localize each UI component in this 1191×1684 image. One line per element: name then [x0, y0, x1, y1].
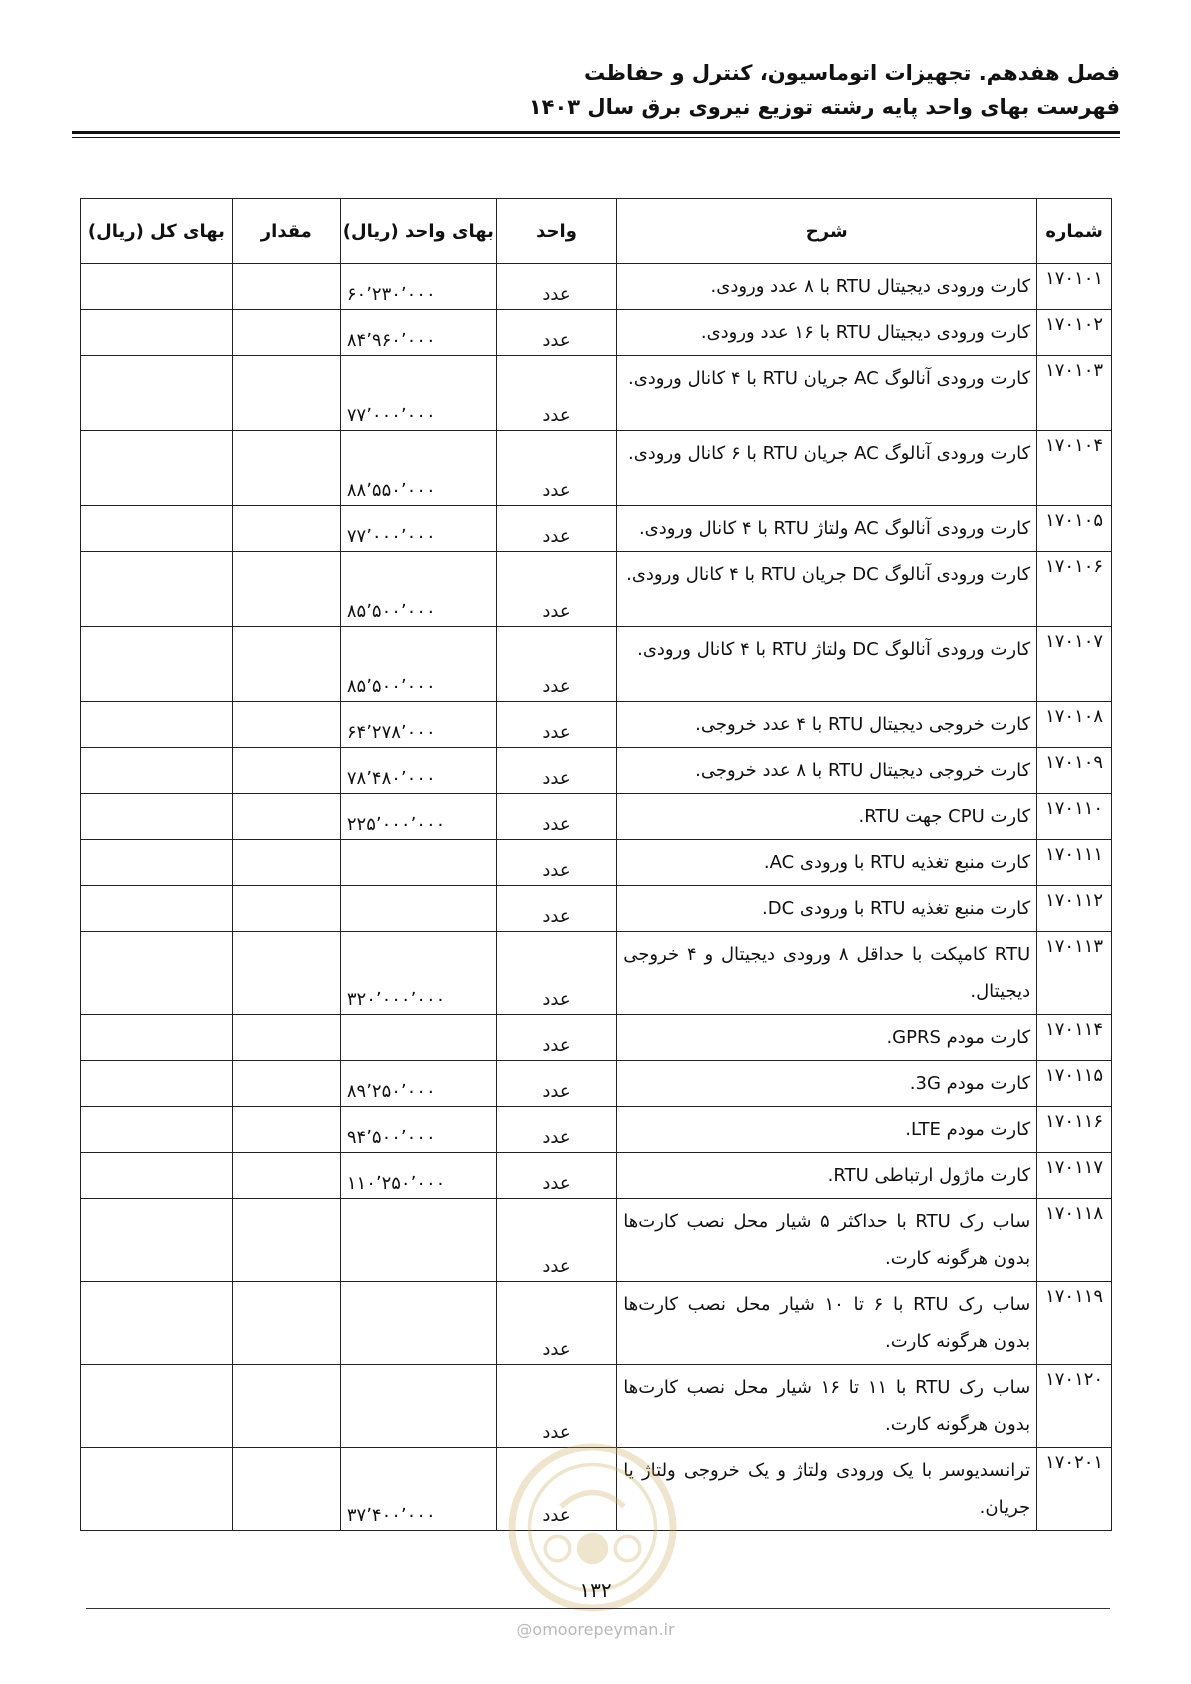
table-row [81, 356, 1112, 431]
page-header [72, 56, 1120, 124]
row-unit: عدد [496, 356, 617, 431]
table-header-row [81, 199, 1112, 264]
header-unit-price: بهای واحد (ریال) [340, 199, 496, 264]
row-unit: عدد [496, 1153, 617, 1199]
row-code: ۱۷۰۱۰۶ [1037, 552, 1112, 627]
row-total-price [81, 886, 233, 932]
row-quantity [232, 1282, 340, 1365]
row-code: ۱۷۰۲۰۱ [1037, 1448, 1112, 1531]
row-unit: عدد [496, 840, 617, 886]
row-total-price [81, 702, 233, 748]
row-code: ۱۷۰۱۰۹ [1037, 748, 1112, 794]
row-unit-price: ۸۴٬۹۶۰٬۰۰۰ [340, 310, 496, 356]
table-row [81, 552, 1112, 627]
table-row [81, 840, 1112, 886]
document-subtitle: فهرست بهای واحد پایه رشته توزیع نیروی برق سال ۱۴۰۳ [528, 95, 1120, 119]
row-quantity [232, 702, 340, 748]
row-description: کارت منبع تغذیه RTU با ورودی AC. [617, 840, 1037, 886]
table-row [81, 627, 1112, 702]
table-row [81, 264, 1112, 310]
table-row [81, 310, 1112, 356]
row-quantity [232, 506, 340, 552]
row-unit: عدد [496, 552, 617, 627]
row-unit: عدد [496, 1061, 617, 1107]
table-row [81, 1199, 1112, 1282]
row-unit-price: ۷۸٬۴۸۰٬۰۰۰ [340, 748, 496, 794]
row-quantity [232, 310, 340, 356]
row-quantity [232, 1448, 340, 1531]
row-unit: عدد [496, 1199, 617, 1282]
row-code: ۱۷۰۱۱۸ [1037, 1199, 1112, 1282]
row-code: ۱۷۰۱۱۹ [1037, 1282, 1112, 1365]
row-unit: عدد [496, 1015, 617, 1061]
row-unit: عدد [496, 1107, 617, 1153]
row-unit-price: ۱۱۰٬۲۵۰٬۰۰۰ [340, 1153, 496, 1199]
table-row [81, 1061, 1112, 1107]
row-quantity [232, 840, 340, 886]
header-code: شماره [1037, 199, 1112, 264]
row-total-price [81, 1282, 233, 1365]
row-unit-price: ۸۸٬۵۵۰٬۰۰۰ [340, 431, 496, 506]
price-table [80, 198, 1112, 1531]
row-description: کارت ورودی آنالوگ AC جریان RTU با ۴ کانال ورودی. [617, 356, 1037, 431]
row-total-price [81, 552, 233, 627]
row-code: ۱۷۰۱۰۸ [1037, 702, 1112, 748]
table-row [81, 748, 1112, 794]
row-total-price [81, 1061, 233, 1107]
row-quantity [232, 264, 340, 310]
row-unit-price: ۷۷٬۰۰۰٬۰۰۰ [340, 356, 496, 431]
row-description: کارت ورودی دیجیتال RTU با ۸ عدد ورودی. [617, 264, 1037, 310]
chapter-title: فصل هفدهم. تجهیزات اتوماسیون، کنترل و حفاظت [584, 61, 1120, 85]
row-description: ترانسدیوسر با یک ورودی ولتاژ و یک خروجی ولتاژ یا جریان. [617, 1448, 1037, 1531]
table-row [81, 932, 1112, 1015]
row-total-price [81, 1153, 233, 1199]
row-code: ۱۷۰۱۱۰ [1037, 794, 1112, 840]
row-unit: عدد [496, 264, 617, 310]
row-total-price [81, 310, 233, 356]
table-row [81, 886, 1112, 932]
row-total-price [81, 748, 233, 794]
row-description: کارت ورودی آنالوگ AC جریان RTU با ۶ کانال ورودی. [617, 431, 1037, 506]
row-quantity [232, 1015, 340, 1061]
row-description: ساب رک RTU با ۶ تا ۱۰ شیار محل نصب کارت‌ها بدون هرگونه کارت. [617, 1282, 1037, 1365]
row-code: ۱۷۰۱۲۰ [1037, 1365, 1112, 1448]
header-quantity: مقدار [232, 199, 340, 264]
row-unit: عدد [496, 627, 617, 702]
row-description: کارت CPU جهت RTU. [617, 794, 1037, 840]
watermark-text: @omoorepeyman.ir [516, 1620, 675, 1639]
row-quantity [232, 1153, 340, 1199]
table-row [81, 1015, 1112, 1061]
row-unit-price [340, 840, 496, 886]
row-total-price [81, 1015, 233, 1061]
row-total-price [81, 932, 233, 1015]
row-unit-price [340, 1199, 496, 1282]
table-row [81, 431, 1112, 506]
header-description: شرح [617, 199, 1037, 264]
row-unit-price [340, 1282, 496, 1365]
row-total-price [81, 264, 233, 310]
footer-rule [86, 1608, 1110, 1609]
row-unit: عدد [496, 310, 617, 356]
table-row [81, 1153, 1112, 1199]
row-description: ساب رک RTU با حداکثر ۵ شیار محل نصب کارت‌ها بدون هرگونه کارت. [617, 1199, 1037, 1282]
row-description: کارت مودم LTE. [617, 1107, 1037, 1153]
row-description: کارت ورودی آنالوگ DC جریان RTU با ۴ کانال ورودی. [617, 552, 1037, 627]
row-unit: عدد [496, 506, 617, 552]
row-description: کارت مودم 3G. [617, 1061, 1037, 1107]
header-unit: واحد [496, 199, 617, 264]
row-unit-price: ۸۹٬۲۵۰٬۰۰۰ [340, 1061, 496, 1107]
row-quantity [232, 1107, 340, 1153]
row-total-price [81, 356, 233, 431]
table-row [81, 1282, 1112, 1365]
row-code: ۱۷۰۱۰۴ [1037, 431, 1112, 506]
row-unit: عدد [496, 794, 617, 840]
row-unit: عدد [496, 748, 617, 794]
row-total-price [81, 1365, 233, 1448]
row-quantity [232, 552, 340, 627]
row-quantity [232, 932, 340, 1015]
row-unit: عدد [496, 1282, 617, 1365]
row-description: کارت ورودی دیجیتال RTU با ۱۶ عدد ورودی. [617, 310, 1037, 356]
row-total-price [81, 627, 233, 702]
row-unit: عدد [496, 702, 617, 748]
page-number: ۱۳۲ [579, 1578, 612, 1602]
row-unit-price: ۳۲۰٬۰۰۰٬۰۰۰ [340, 932, 496, 1015]
row-total-price [81, 1107, 233, 1153]
row-unit-price: ۳۷٬۴۰۰٬۰۰۰ [340, 1448, 496, 1531]
row-description: کارت خروجی دیجیتال RTU با ۸ عدد خروجی. [617, 748, 1037, 794]
row-unit-price: ۲۲۵٬۰۰۰٬۰۰۰ [340, 794, 496, 840]
row-description: کارت منبع تغذیه RTU با ورودی DC. [617, 886, 1037, 932]
table-row [81, 702, 1112, 748]
table-body [81, 264, 1112, 1531]
row-total-price [81, 1199, 233, 1282]
header-rule-thin [72, 137, 1120, 138]
row-total-price [81, 1448, 233, 1531]
row-total-price [81, 840, 233, 886]
row-description: کارت خروجی دیجیتال RTU با ۴ عدد خروجی. [617, 702, 1037, 748]
row-code: ۱۷۰۱۰۲ [1037, 310, 1112, 356]
row-code: ۱۷۰۱۱۶ [1037, 1107, 1112, 1153]
row-description: کارت ورودی آنالوگ DC ولتاژ RTU با ۴ کانال ورودی. [617, 627, 1037, 702]
table-row [81, 506, 1112, 552]
row-unit: عدد [496, 1365, 617, 1448]
row-code: ۱۷۰۱۱۱ [1037, 840, 1112, 886]
row-unit-price: ۶۴٬۲۷۸٬۰۰۰ [340, 702, 496, 748]
row-unit: عدد [496, 1448, 617, 1531]
row-quantity [232, 794, 340, 840]
row-quantity [232, 431, 340, 506]
row-code: ۱۷۰۱۱۲ [1037, 886, 1112, 932]
row-unit: عدد [496, 886, 617, 932]
row-unit-price [340, 886, 496, 932]
row-quantity [232, 886, 340, 932]
row-code: ۱۷۰۱۰۵ [1037, 506, 1112, 552]
header-rule-thick [72, 131, 1120, 134]
row-total-price [81, 506, 233, 552]
row-unit-price [340, 1365, 496, 1448]
table-row [81, 1365, 1112, 1448]
row-code: ۱۷۰۱۰۷ [1037, 627, 1112, 702]
row-code: ۱۷۰۱۱۷ [1037, 1153, 1112, 1199]
row-unit-price [340, 1015, 496, 1061]
row-description: کارت مودم GPRS. [617, 1015, 1037, 1061]
row-total-price [81, 794, 233, 840]
row-unit: عدد [496, 431, 617, 506]
row-unit-price: ۹۴٬۵۰۰٬۰۰۰ [340, 1107, 496, 1153]
header-total-price: بهای کل (ریال) [81, 199, 233, 264]
row-description: کارت ماژول ارتباطی RTU. [617, 1153, 1037, 1199]
row-description: RTU کامپکت با حداقل ۸ ورودی دیجیتال و ۴ خروجی دیجیتال. [617, 932, 1037, 1015]
row-unit-price: ۸۵٬۵۰۰٬۰۰۰ [340, 552, 496, 627]
table-row [81, 1107, 1112, 1153]
row-code: ۱۷۰۱۱۵ [1037, 1061, 1112, 1107]
table-row [81, 794, 1112, 840]
row-quantity [232, 627, 340, 702]
row-quantity [232, 1365, 340, 1448]
row-quantity [232, 1061, 340, 1107]
row-unit-price: ۶۰٬۲۳۰٬۰۰۰ [340, 264, 496, 310]
row-unit: عدد [496, 932, 617, 1015]
row-total-price [81, 431, 233, 506]
row-code: ۱۷۰۱۰۱ [1037, 264, 1112, 310]
row-quantity [232, 356, 340, 431]
row-code: ۱۷۰۱۱۳ [1037, 932, 1112, 1015]
row-unit-price: ۷۷٬۰۰۰٬۰۰۰ [340, 506, 496, 552]
row-unit-price: ۸۵٬۵۰۰٬۰۰۰ [340, 627, 496, 702]
row-code: ۱۷۰۱۱۴ [1037, 1015, 1112, 1061]
row-description: کارت ورودی آنالوگ AC ولتاژ RTU با ۴ کانال ورودی. [617, 506, 1037, 552]
row-code: ۱۷۰۱۰۳ [1037, 356, 1112, 431]
row-description: ساب رک RTU با ۱۱ تا ۱۶ شیار محل نصب کارت‌ها بدون هرگونه کارت. [617, 1365, 1037, 1448]
row-quantity [232, 1199, 340, 1282]
row-quantity [232, 748, 340, 794]
